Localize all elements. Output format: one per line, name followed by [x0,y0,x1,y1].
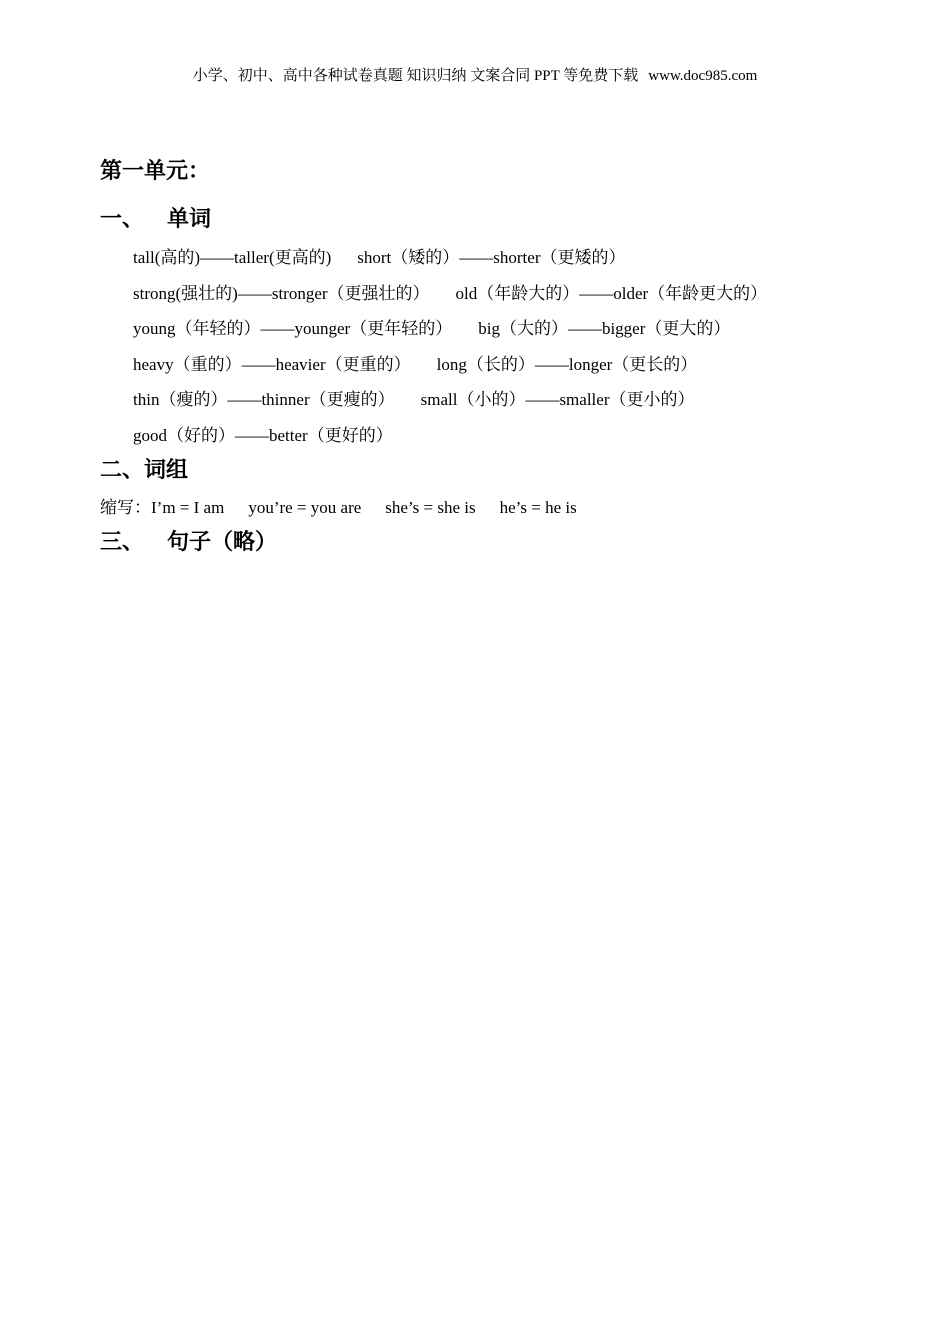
vocab-row [133,276,767,312]
vocab-pair: long（长的）——longer（更长的） [436,354,698,374]
vocab-pair: big（大的）——bigger（更大的） [478,319,731,338]
section-number: 三、 [100,530,145,555]
section-heading-words [100,204,211,236]
vocab-row [133,311,767,347]
section-title: 句子（略） [167,530,278,555]
vocab-pair: old（年龄大的）——older（年龄更大的） [455,283,768,303]
vocab-row [133,347,767,383]
vocab-pair: good（好的）——better（更好的） [133,425,393,445]
vocab-pair: short（矮的）——shorter（更矮的） [357,248,626,267]
vocab-pair: tall(高的)——taller(更高的) [133,248,332,267]
header-text: 小学、初中、高中各种试卷真题 知识归纳 文案合同 PPT 等免费下载 [192,68,639,84]
vocab-list [133,240,767,453]
abbreviation-item: she’s = she is [385,498,476,517]
vocab-pair: strong(强壮的)——stronger（更强壮的） [133,283,430,303]
vocab-pair: young（年轻的）——younger（更年轻的） [133,319,453,338]
abbreviation-label: 缩写： [100,498,151,517]
section-title: 单词 [167,207,212,232]
header-site: www.doc985.com [648,68,758,84]
page-header [0,66,950,86]
abbreviation-item: I’m = I am [151,498,225,517]
section-number: 一、 [100,207,145,232]
section-heading-phrases [100,455,188,487]
abbreviation-item: you’re = you are [248,498,362,517]
abbreviation-line [100,492,601,524]
unit-title: 第一单元： [100,159,211,184]
vocab-pair: heavy（重的）——heavier（更重的） [133,354,411,374]
vocab-row [133,418,767,454]
abbreviation-item: he’s = he is [499,498,577,517]
vocab-pair: thin（瘦的）——thinner（更瘦的） [133,390,395,409]
vocab-row [133,240,767,276]
section-heading-sentences [100,527,277,559]
vocab-row [133,382,767,418]
section-title: 词组 [144,458,189,483]
vocab-pair: small（小的）——smaller（更小的） [420,390,695,409]
section-number: 二、 [100,458,145,483]
